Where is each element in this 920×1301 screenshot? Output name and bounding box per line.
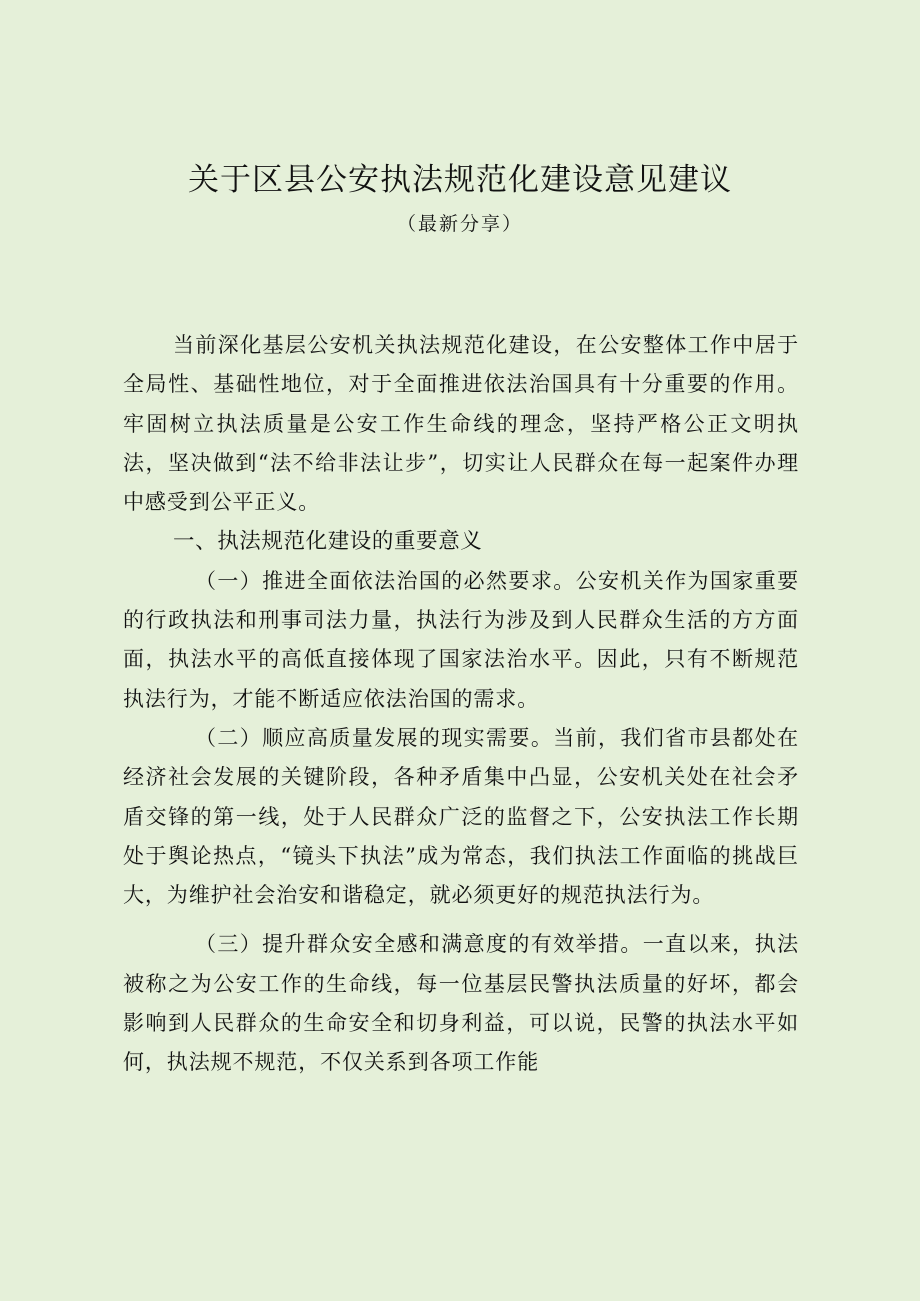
document-title: 关于区县公安执法规范化建设意见建议 [188,162,732,198]
paragraph-gap [123,915,799,925]
intro-paragraph: 当前深化基层公安机关执法规范化建设，在公安整体工作中居于全局性、基础性地位，对于全面推进依法治国具有十分重要的作用。牢固树立执法质量是公安工作生命线的理念，坚持严格公正文明执法，坚决做到“法不给非法让步”，切实让人民群众在每一起案件办理中感受到公平正义。 [123,333,799,515]
document-body [123,326,799,1083]
section-heading-1: 一、执法规范化建设的重要意义 [173,529,483,555]
document-subtitle: （最新分享） [396,213,523,235]
paragraph-item-2: （二）顺应高质量发展的现实需要。当前，我们省市县都处在经济社会发展的关键阶段，各种矛盾集中凸显，公安机关处在社会矛盾交锋的第一线，处于人民群众广泛的监督之下，公安执法工作长期处于舆论热点，“镜头下执法”成为常态，我们执法工作面临的挑战巨大，为维护社会治安和谐稳定，就必须更好的规范执法行为。 [123,725,799,908]
paragraph-item-3: （三）提升群众安全感和满意度的有效举措。一直以来，执法被称之为公安工作的生命线，每一位基层民警执法质量的好坏，都会影响到人民群众的生命安全和切身利益，可以说，民警的执法水平如何，执法规不规范，不仅关系到各项工作能 [123,932,799,1075]
paragraph-item-1: （一）推进全面依法治国的必然要求。公安机关作为国家重要的行政执法和刑事司法力量，执法行为涉及到人民群众生活的方方面面，执法水平的高低直接体现了国家法治水平。因此，只有不断规范执法行为，才能不断适应依法治国的需求。 [123,568,799,711]
